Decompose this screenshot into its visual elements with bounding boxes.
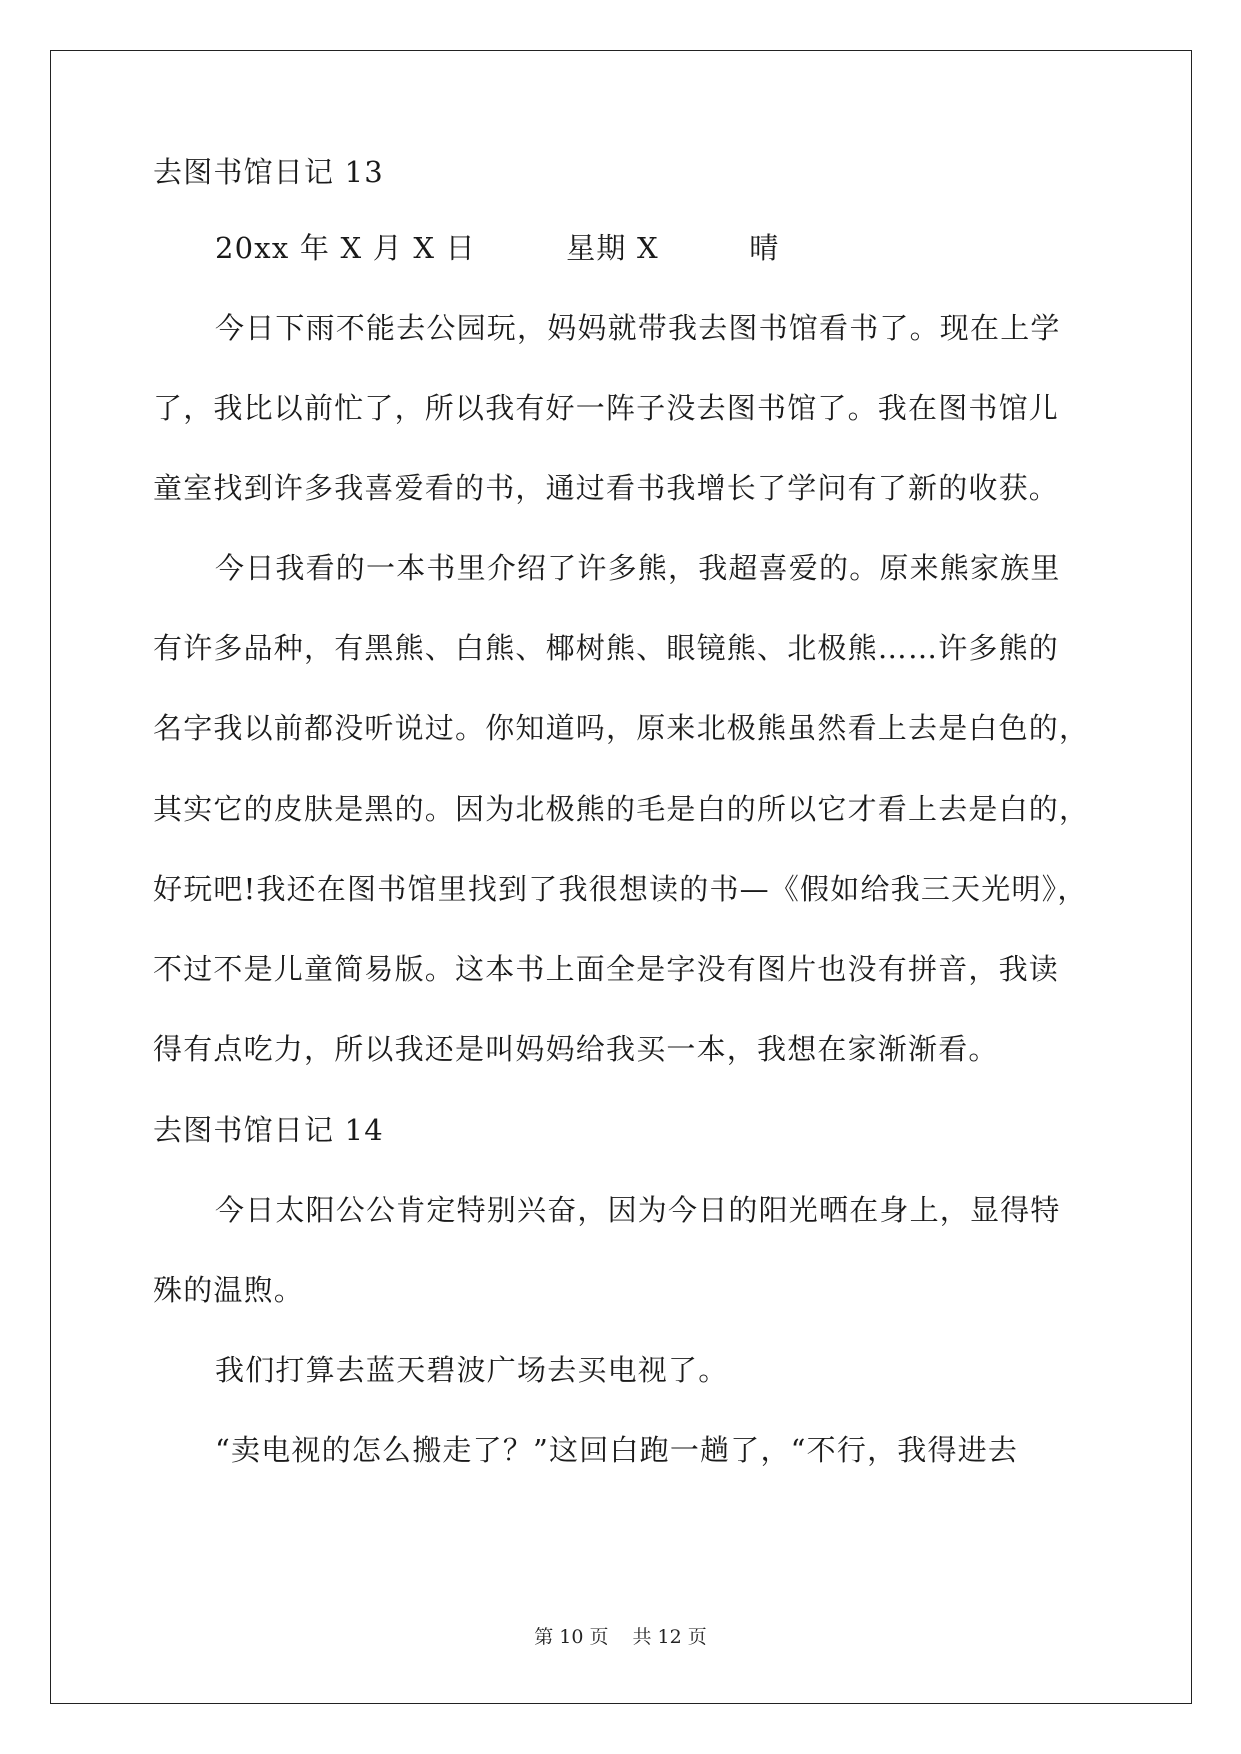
section14-title: 去图书馆日记 14: [153, 1113, 384, 1147]
page-number: 第 10 页: [534, 1626, 609, 1648]
paragraph-line: 了，我比以前忙了，所以我有好一阵子没去图书馆了。我在图书馆儿: [153, 391, 1060, 425]
paragraph-line: 好玩吧!我还在图书馆里找到了我很想读的书—《假如给我三天光明》，: [153, 872, 1088, 906]
paragraph-line: 今日下雨不能去公园玩，妈妈就带我去图书馆看书了。现在上学: [215, 311, 1061, 345]
paragraph-line: 名字我以前都没听说过。你知道吗，原来北极熊虽然看上去是白色的，: [153, 711, 1090, 745]
diary-weekday: 星期 X: [566, 231, 659, 265]
diary-date-row: [215, 228, 780, 268]
paragraph-line: 童室找到许多我喜爱看的书，通过看书我增长了学问有了新的收获。: [153, 471, 1060, 505]
paragraph-line: 得有点吃力，所以我还是叫妈妈给我买一本，我想在家渐渐看。: [153, 1032, 999, 1066]
paragraph-line: 我们打算去蓝天碧波广场去买电视了。: [215, 1353, 729, 1387]
paragraph-line: 今日我看的一本书里介绍了许多熊，我超喜爱的。原来熊家族里: [215, 551, 1061, 585]
paragraph-line: “卖电视的怎么搬走了？”这回白跑一趟了，“不行，我得进去: [215, 1433, 1019, 1467]
diary-weather: 晴: [749, 231, 780, 265]
paragraph-line: 不过不是儿童简易版。这本书上面全是字没有图片也没有拼音，我读: [153, 952, 1060, 986]
paragraph-line: 殊的温煦。: [153, 1273, 305, 1307]
paragraph-line: 有许多品种，有黑熊、白熊、椰树熊、眼镜熊、北极熊……许多熊的: [153, 631, 1060, 665]
diary-date: 20xx 年 X 月 X 日: [215, 231, 476, 265]
paragraph-line: 今日太阳公公肯定特别兴奋，因为今日的阳光晒在身上，显得特: [215, 1193, 1061, 1227]
section13-title: 去图书馆日记 13: [153, 155, 384, 189]
paragraph-line: 其实它的皮肤是黑的。因为北极熊的毛是白的所以它才看上去是白的，: [153, 792, 1090, 826]
page-footer: [0, 1625, 1241, 1649]
page-total: 共 12 页: [632, 1626, 707, 1648]
